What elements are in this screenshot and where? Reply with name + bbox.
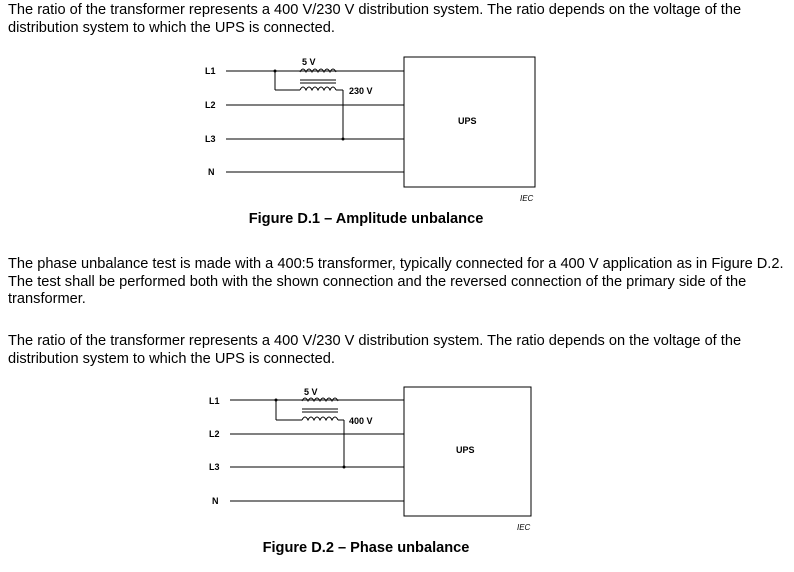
fig2-label-l2: L2 (209, 429, 220, 439)
fig1-label-l3: L3 (205, 134, 216, 144)
fig2-primary-voltage: 5 V (304, 387, 318, 397)
figure-d2-caption: Figure D.2 – Phase unbalance (262, 540, 470, 556)
fig1-label-l1: L1 (205, 66, 216, 76)
fig1-label-n: N (208, 167, 215, 177)
fig2-label-l1: L1 (209, 396, 220, 406)
fig2-ups-label: UPS (456, 445, 475, 455)
fig1-ups-label: UPS (458, 116, 477, 126)
paragraph-ratio-2: The ratio of the transformer represents a 400 V/230 V distribution system. The ratio depends on the voltage of the distribution system to which the UPS is connected. (8, 333, 742, 367)
fig1-label-l2: L2 (205, 100, 216, 110)
fig2-label-l3: L3 (209, 462, 220, 472)
fig2-iec-mark: IEC (517, 523, 531, 532)
fig1-iec-mark: IEC (520, 194, 534, 203)
fig2-secondary-voltage: 400 V (349, 416, 373, 426)
fig2-label-n: N (212, 496, 219, 506)
paragraph-phase-test: The phase unbalance test is made with a 400:5 transformer, typically connected for a 400 V application as in Figure D.2. The test shall be performed both with the shown connection and the reversed connection of the primary side of the transformer. (8, 256, 784, 307)
figure-d1-caption: Figure D.1 – Amplitude unbalance (248, 211, 484, 227)
fig1-secondary-voltage: 230 V (349, 86, 373, 96)
paragraph-ratio-1: The ratio of the transformer represents a 400 V/230 V distribution system. The ratio depends on the voltage of the distribution system to which the UPS is connected. (8, 2, 742, 36)
fig1-primary-voltage: 5 V (302, 57, 316, 67)
